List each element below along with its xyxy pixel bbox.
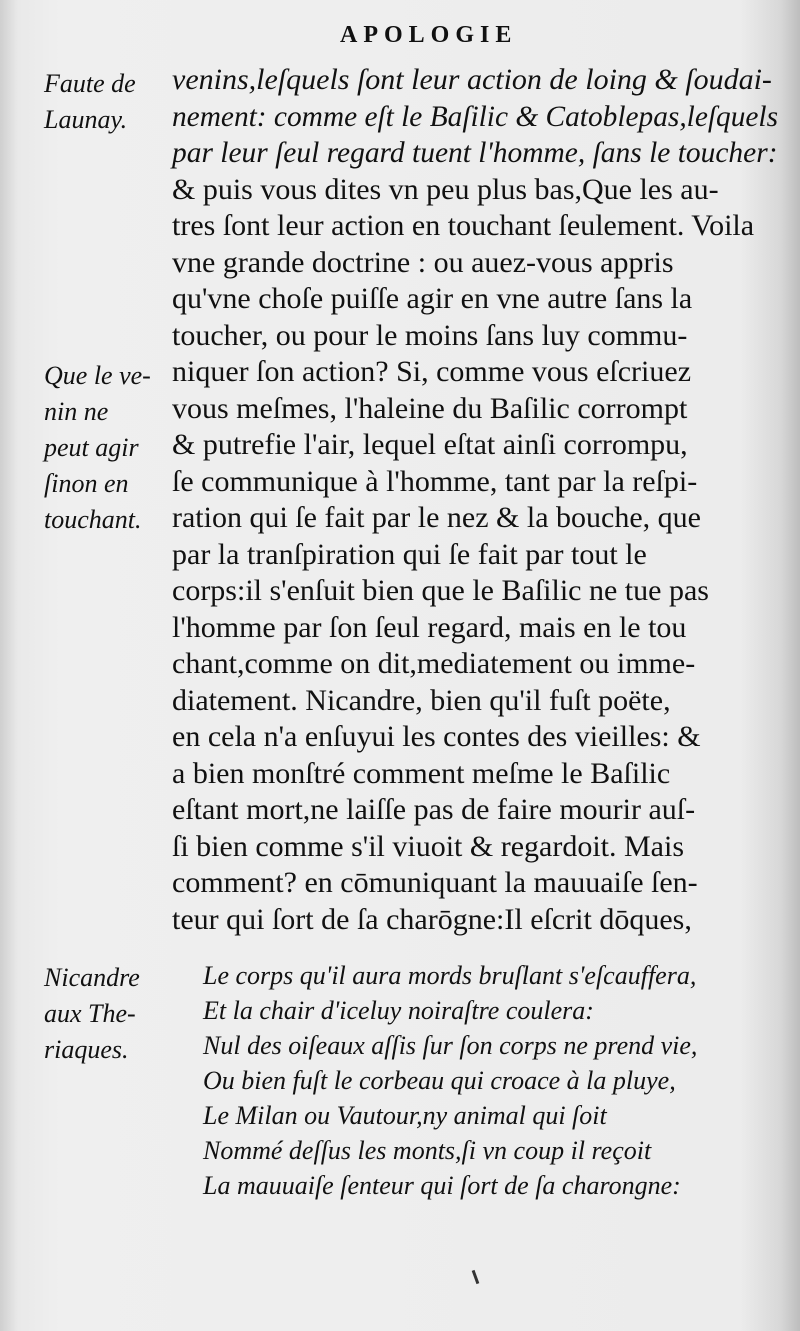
body-line: par leur ſeul regard tuent l'homme, ſans le toucher: bbox=[172, 136, 778, 169]
body-line: venins,leſquels ſont leur action de loing & ſoudai- bbox=[172, 63, 772, 96]
body-line: nement: comme eſt le Baſilic & Catoblepas,leſquels bbox=[172, 99, 779, 133]
body-line: tres ſont leur action en touchant ſeulement. Voila bbox=[172, 209, 755, 242]
body-line: eſtant mort,ne laiſſe pas de faire mourir auſ- bbox=[172, 793, 696, 826]
body-line: corps:il s'enſuit bien que le Baſilic ne tue pas bbox=[172, 574, 709, 607]
verse-line: Le Milan ou Vautour,ny animal qui ſoit bbox=[203, 1101, 607, 1130]
body-line: ſe communique à l'homme, tant par la reſpi- bbox=[172, 464, 698, 498]
margin-note-line: ſinon en bbox=[44, 469, 129, 498]
body-line: a bien monſtré comment meſme le Baſilic bbox=[172, 756, 671, 790]
margin-note-line: nin ne bbox=[44, 397, 109, 426]
margin-note-line: Faute de bbox=[44, 69, 136, 98]
verse-quotation bbox=[203, 958, 763, 1203]
margin-note-line: Nicandre bbox=[44, 963, 140, 992]
body-line: ſi bien comme s'il viuoit & regardoit. Mais bbox=[172, 829, 684, 863]
margin-note-venin bbox=[44, 358, 151, 538]
running-header: APOLOGIE bbox=[340, 22, 518, 48]
margin-note-nicandre bbox=[44, 960, 140, 1068]
verse-line: Et la chair d'iceluy noiraſtre coulera: bbox=[203, 996, 594, 1025]
body-line: comment? en cōmuniquant la mauuaiſe ſen- bbox=[172, 866, 698, 899]
body-line: toucher, ou pour le moins ſans luy commu- bbox=[172, 318, 688, 352]
body-line: teur qui ſort de ſa charōgne:Il eſcrit dōques, bbox=[172, 902, 692, 936]
body-text bbox=[172, 62, 782, 938]
margin-note-line: aux The- bbox=[44, 999, 136, 1028]
margin-note-line: riaques. bbox=[44, 1035, 129, 1064]
body-line: ration qui ſe fait par le nez & la bouche, que bbox=[172, 501, 701, 534]
body-line: vous meſmes, l'haleine du Baſilic corrompt bbox=[172, 391, 688, 425]
body-line: par la tranſpiration qui ſe fait par tout le bbox=[172, 537, 647, 571]
margin-note-line: Que le ve- bbox=[44, 361, 151, 390]
margin-note-line: peut agir bbox=[44, 433, 139, 462]
verse-line: Ou bien fuſt le corbeau qui croace à la pluye, bbox=[203, 1066, 676, 1095]
body-line: niquer ſon action? Si, comme vous eſcriuez bbox=[172, 355, 692, 388]
margin-note-line: touchant. bbox=[44, 505, 142, 534]
verse-line: La mauuaiſe ſenteur qui ſort de ſa charongne: bbox=[203, 1171, 681, 1200]
body-line: en cela n'a enſuyui les contes des vieilles: & bbox=[172, 720, 701, 753]
body-line: chant,comme on dit,mediatement ou imme- bbox=[172, 647, 696, 680]
body-line: diatement. Nicandre, bien qu'il fuſt poëte, bbox=[172, 683, 671, 717]
body-line: qu'vne choſe puiſſe agir en vne autre ſans la bbox=[172, 282, 693, 315]
body-line: & puis vous dites vn peu plus bas,Que les au- bbox=[172, 172, 719, 206]
ink-mark bbox=[472, 1270, 480, 1284]
body-line: l'homme par ſon ſeul regard, mais en le tou bbox=[172, 610, 687, 644]
body-line: vne grande doctrine : ou auez-vous appris bbox=[172, 245, 674, 279]
body-line: & putrefie l'air, lequel eſtat ainſi corrompu, bbox=[172, 428, 688, 461]
verse-line: Le corps qu'il aura mords bruſlant s'eſcauffera, bbox=[203, 961, 697, 990]
verse-line: Nommé deſſus les monts,ſi vn coup il reçoit bbox=[203, 1136, 652, 1165]
margin-note-line: Launay. bbox=[44, 105, 128, 134]
margin-note-faute bbox=[44, 66, 136, 138]
verse-line: Nul des oiſeaux aſſis ſur ſon corps ne prend vie, bbox=[203, 1031, 698, 1060]
